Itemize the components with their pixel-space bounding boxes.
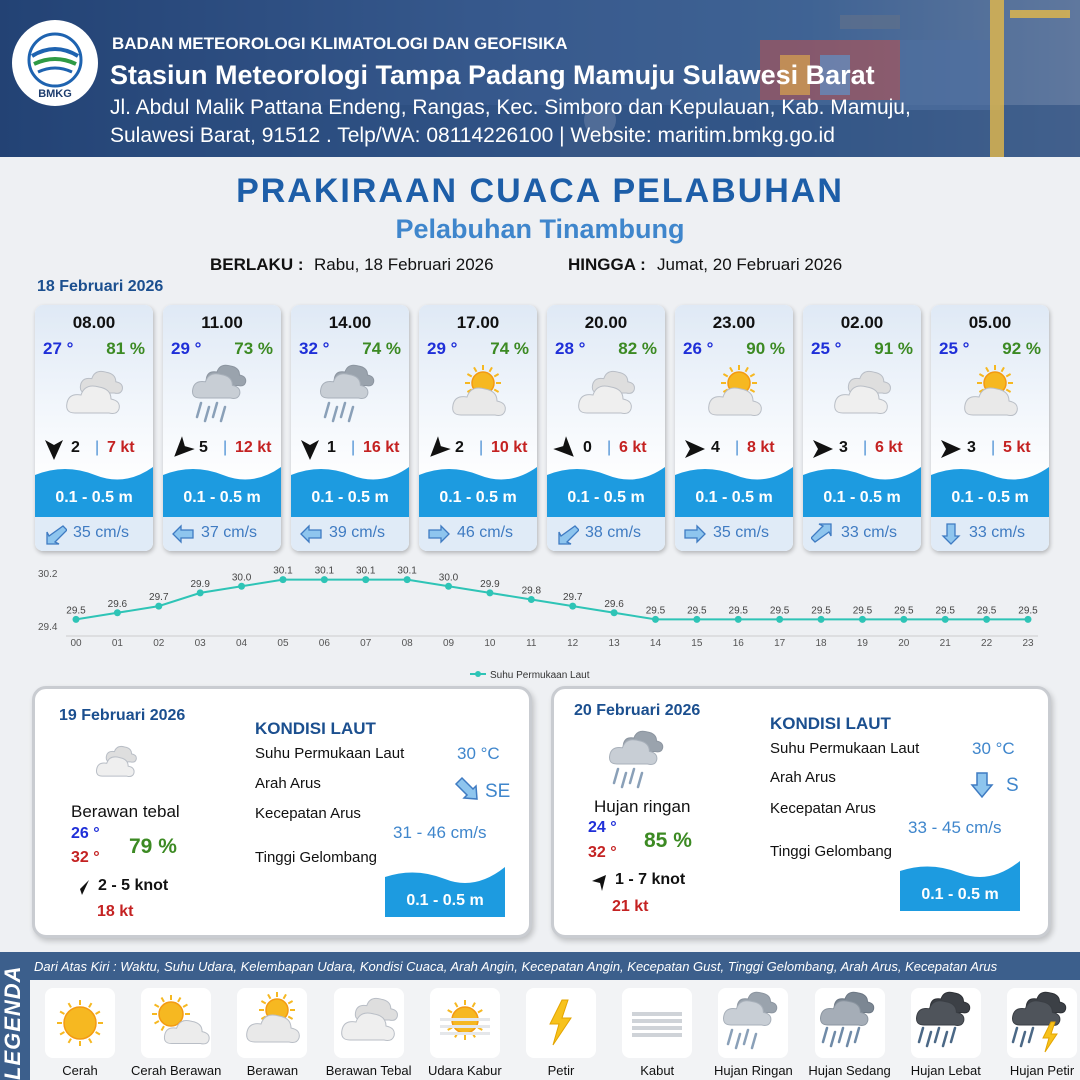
- berawan-icon: [443, 361, 513, 431]
- legend-title: LEGENDA: [0, 965, 25, 1080]
- forecast-time: 20.00: [584, 313, 628, 332]
- kabut-icon: [622, 988, 692, 1058]
- forecast-time: 02.00: [840, 313, 884, 332]
- wind-direction-icon: [937, 436, 963, 462]
- separator: |: [607, 439, 612, 456]
- day3-current-dir-label: Arah Arus: [770, 769, 836, 786]
- forecast-temperature: 32 °: [299, 339, 330, 358]
- hujan-ringan-icon: [187, 361, 257, 431]
- x-tick-label: 01: [111, 638, 123, 649]
- day2-wind-range: 2 - 5 knot: [98, 877, 169, 894]
- separator: |: [351, 439, 356, 456]
- day3-humidity: 85 %: [644, 829, 692, 852]
- address-line-1: Jl. Abdul Malik Pattana Endeng, Rangas, Kec. Simboro dan Kepulauan, Kab. Mamuju,: [110, 96, 911, 119]
- header-banner: [0, 0, 1080, 157]
- y-tick-label: 30.2: [38, 569, 58, 580]
- forecast-card: [547, 305, 665, 551]
- day3-gust: 21 kt: [612, 898, 649, 915]
- wave-height: 0.1 - 0.5 m: [951, 489, 1029, 506]
- separator: |: [223, 439, 228, 456]
- sst-data-point: [942, 616, 949, 623]
- wind-speed: 5: [199, 439, 208, 456]
- forecast-time: 05.00: [968, 313, 1012, 332]
- gust-speed: 12 kt: [235, 439, 272, 456]
- day2-sst-value: 30 °C: [457, 744, 500, 763]
- day2-humidity: 79 %: [129, 835, 177, 858]
- x-tick-label: 19: [856, 638, 868, 649]
- current-e-arrow-icon: [683, 522, 707, 546]
- forecast-time: 23.00: [712, 313, 756, 332]
- legend-hujan-lebat: [911, 988, 981, 1058]
- day3-current-speed-label: Kecepatan Arus: [770, 800, 876, 817]
- separator: |: [863, 439, 868, 456]
- day3-summary-box: [551, 686, 1051, 938]
- day3-wind-range: 1 - 7 knot: [615, 871, 686, 888]
- day2-wind-arrow-icon: [71, 876, 93, 898]
- bmkg-logo-text: BMKG: [38, 88, 72, 100]
- forecast-card: [803, 305, 921, 551]
- wind-direction-icon: [553, 436, 579, 462]
- sst-value-label: 29.5: [687, 605, 707, 617]
- day1-date: 18 Februari 2026: [37, 278, 164, 295]
- sst-data-point: [404, 576, 411, 583]
- current-sw-arrow-icon: [555, 522, 579, 546]
- day3-temp-min: 24 °: [588, 819, 617, 836]
- forecast-time: 08.00: [72, 313, 116, 332]
- legend-berawan-tebal: [334, 988, 404, 1058]
- forecast-card: [291, 305, 409, 551]
- sst-value-label: 29.5: [935, 605, 955, 617]
- legend-label: Berawan Tebal: [325, 1063, 412, 1078]
- valid-from-label: BERLAKU :: [210, 255, 304, 274]
- valid-from-value: Rabu, 18 Februari 2026: [314, 255, 494, 274]
- wave-height: 0.1 - 0.5 m: [567, 489, 645, 506]
- current-speed: 33 cm/s: [841, 524, 898, 541]
- day3-wave-label: Tinggi Gelombang: [770, 843, 893, 860]
- forecast-time: 17.00: [456, 313, 500, 332]
- wave-height: 0.1 - 0.5 m: [55, 489, 133, 506]
- current-speed: 33 cm/s: [969, 524, 1026, 541]
- current-e-arrow-icon: [427, 522, 451, 546]
- wind-direction-icon: [169, 436, 195, 462]
- forecast-humidity: 91 %: [874, 339, 913, 358]
- y-tick-label: 29.4: [38, 622, 58, 633]
- day2-sst-label: Suhu Permukaan Laut: [255, 745, 405, 762]
- forecast-temperature: 25 °: [939, 339, 970, 358]
- legend-label: Kabut: [640, 1063, 675, 1078]
- x-tick-label: 10: [484, 638, 496, 649]
- legend-berawan: [237, 988, 307, 1058]
- sst-data-point: [652, 616, 659, 623]
- forecast-card: [35, 305, 153, 551]
- wind-speed: 3: [967, 439, 976, 456]
- sst-value-label: 29.5: [852, 605, 873, 617]
- day3-sea-title: KONDISI LAUT: [770, 714, 891, 733]
- legend-cerah: [45, 988, 115, 1058]
- cerah-berawan-icon: [141, 988, 211, 1058]
- sst-data-point: [693, 616, 700, 623]
- legend-label: Petir: [547, 1063, 575, 1078]
- sst-value-label: 29.5: [811, 605, 831, 617]
- x-tick-label: 18: [815, 638, 827, 649]
- wind-speed: 1: [327, 439, 336, 456]
- sst-value-label: 30.0: [438, 572, 459, 584]
- legend-hujan-sedang: [815, 988, 885, 1058]
- x-tick-label: 15: [691, 638, 703, 649]
- x-tick-label: 02: [153, 638, 165, 649]
- hujan-sedang-icon: [815, 988, 885, 1058]
- sst-data-point: [155, 603, 162, 610]
- sst-value-label: 30.1: [356, 565, 376, 577]
- berawan-tebal-icon: [827, 361, 897, 431]
- legend-kabut: [622, 988, 692, 1058]
- sst-value-label: 29.5: [894, 605, 914, 617]
- sst-data-point: [818, 616, 825, 623]
- sst-value-label: 30.1: [314, 565, 335, 577]
- day2-current-speed-label: Kecepatan Arus: [255, 805, 361, 822]
- berawan-icon: [699, 361, 769, 431]
- sst-value-label: 30.1: [397, 565, 417, 577]
- forecast-temperature: 26 °: [683, 339, 714, 358]
- sst-value-label: 29.5: [769, 605, 790, 617]
- station-name: Stasiun Meteorologi Tampa Padang Mamuju Sulawesi Barat: [110, 60, 875, 90]
- wave-height: 0.1 - 0.5 m: [695, 489, 773, 506]
- hujan-petir-icon: [1007, 988, 1077, 1058]
- current-w-arrow-icon: [171, 522, 195, 546]
- legend-petir: [526, 988, 596, 1058]
- x-tick-label: 14: [649, 638, 662, 649]
- wave-height: 0.1 - 0.5 m: [823, 489, 901, 506]
- forecast-card: [675, 305, 793, 551]
- sst-value-label: 29.6: [604, 598, 624, 610]
- day3-temp-max: 32 °: [588, 844, 617, 861]
- legend-cerah-berawan: [141, 988, 211, 1058]
- legend-description: Dari Atas Kiri : Waktu, Suhu Udara, Kelembapan Udara, Kondisi Cuaca, Arah Angin, Kecepatan Angin, Kecepatan Gust, Tinggi Gelombang, Arah Arus, Kecepatan Arus: [34, 959, 998, 974]
- forecast-humidity: 90 %: [746, 339, 785, 358]
- hujan-ringan-icon: [718, 988, 788, 1058]
- valid-to-label: HINGGA :: [568, 255, 646, 274]
- berawan-tebal-icon: [571, 361, 641, 431]
- day2-temp-min: 26 °: [71, 825, 100, 842]
- wind-direction-icon: [681, 436, 707, 462]
- day3-wind-arrow-icon: [588, 871, 610, 893]
- x-tick-label: 22: [981, 638, 993, 649]
- wind-speed: 3: [839, 439, 848, 456]
- hujan-ringan-icon: [315, 361, 385, 431]
- legend-label: Suhu Permukaan Laut: [490, 670, 590, 681]
- x-tick-label: 06: [318, 638, 330, 649]
- gust-speed: 6 kt: [619, 439, 647, 456]
- current-ne-arrow-icon: [811, 522, 835, 546]
- forecast-time: 14.00: [328, 313, 372, 332]
- x-tick-label: 04: [236, 638, 248, 649]
- day2-gust: 18 kt: [97, 903, 134, 920]
- forecast-humidity: 73 %: [234, 339, 273, 358]
- berawan-tebal-icon: [334, 988, 404, 1058]
- forecast-temperature: 29 °: [427, 339, 458, 358]
- forecast-humidity: 81 %: [106, 339, 145, 358]
- address-line-2: Sulawesi Barat, 91512 . Telp/WA: 08114226100 | Website: maritim.bmkg.go.id: [110, 124, 835, 147]
- day2-wave-value: 0.1 - 0.5 m: [406, 892, 484, 909]
- current-se-arrow-icon: [453, 775, 483, 805]
- gust-speed: 6 kt: [875, 439, 903, 456]
- sst-value-label: 30.0: [231, 572, 252, 584]
- hujan-lebat-icon: [911, 988, 981, 1058]
- sst-value-label: 29.5: [1018, 605, 1038, 617]
- sst-value-label: 29.7: [562, 592, 583, 604]
- sst-value-label: 29.6: [107, 598, 128, 610]
- legend-label: Udara Kabur: [427, 1063, 502, 1078]
- forecast-humidity: 74 %: [490, 339, 529, 358]
- current-speed: 46 cm/s: [457, 524, 514, 541]
- port-name: Pelabuhan Tinambung: [395, 214, 685, 244]
- legend-label: Hujan Ringan: [714, 1063, 793, 1078]
- forecast-card: [163, 305, 281, 551]
- agency-name: BADAN METEOROLOGI KLIMATOLOGI DAN GEOFISIKA: [112, 34, 568, 53]
- udara-kabur-icon: [430, 988, 500, 1058]
- sst-series-line: [76, 580, 1028, 620]
- sst-data-point: [279, 576, 286, 583]
- legend-marker: [475, 671, 481, 677]
- sst-data-point: [569, 603, 576, 610]
- wind-direction-icon: [425, 436, 451, 462]
- separator: |: [991, 439, 996, 456]
- legend-label: Hujan Lebat: [910, 1063, 981, 1078]
- sst-value-label: 30.1: [273, 565, 293, 577]
- x-tick-label: 17: [774, 638, 786, 649]
- current-speed: 38 cm/s: [585, 524, 642, 541]
- gust-speed: 16 kt: [363, 439, 400, 456]
- sst-value-label: 29.5: [66, 605, 86, 617]
- sst-data-point: [859, 616, 866, 623]
- berawan-icon: [955, 361, 1025, 431]
- x-tick-label: 09: [442, 638, 455, 649]
- sst-data-point: [486, 589, 493, 596]
- forecast-humidity: 82 %: [618, 339, 657, 358]
- day2-summary-box: [32, 686, 532, 938]
- sst-value-label: 29.9: [480, 578, 500, 590]
- legend-udara-kabur: [430, 988, 500, 1058]
- day3-sst-value: 30 °C: [972, 739, 1015, 758]
- sst-line-chart: [30, 560, 1060, 685]
- forecast-card: [931, 305, 1049, 551]
- day2-weather-icon: [91, 739, 161, 789]
- day2-date: 19 Februari 2026: [59, 707, 186, 724]
- current-w-arrow-icon: [299, 522, 323, 546]
- sst-data-point: [321, 576, 328, 583]
- forecast-temperature: 27 °: [43, 339, 74, 358]
- berawan-tebal-icon: [59, 361, 129, 431]
- wind-speed: 2: [71, 439, 80, 456]
- sst-data-point: [73, 616, 80, 623]
- current-speed: 35 cm/s: [713, 524, 770, 541]
- sst-data-point: [445, 583, 452, 590]
- x-tick-label: 21: [939, 638, 951, 649]
- berawan-icon: [237, 988, 307, 1058]
- gust-speed: 8 kt: [747, 439, 775, 456]
- gust-speed: 5 kt: [1003, 439, 1031, 456]
- sst-data-point: [114, 609, 121, 616]
- wind-direction-icon: [809, 436, 835, 462]
- forecast-humidity: 74 %: [362, 339, 401, 358]
- sst-data-point: [983, 616, 990, 623]
- wave-height: 0.1 - 0.5 m: [311, 489, 389, 506]
- day3-wave-value: 0.1 - 0.5 m: [921, 886, 999, 903]
- sst-value-label: 29.8: [521, 585, 542, 597]
- gust-speed: 10 kt: [491, 439, 528, 456]
- page-title: PRAKIRAAN CUACA PELABUHAN: [236, 172, 844, 210]
- sst-data-point: [1025, 616, 1032, 623]
- legend-label: Hujan Petir: [1009, 1063, 1075, 1078]
- current-speed: 37 cm/s: [201, 524, 258, 541]
- legend-label: Cerah: [62, 1063, 98, 1078]
- x-tick-label: 11: [526, 638, 537, 649]
- legend-label: Hujan Sedang: [808, 1063, 891, 1078]
- day3-current-speed-value: 33 - 45 cm/s: [908, 818, 1002, 837]
- x-tick-label: 16: [732, 638, 744, 649]
- wind-speed: 4: [711, 439, 720, 456]
- sst-value-label: 29.5: [976, 605, 997, 617]
- current-speed: 39 cm/s: [329, 524, 386, 541]
- sst-value-label: 29.5: [645, 605, 666, 617]
- x-tick-label: 08: [401, 638, 413, 649]
- sst-data-point: [197, 589, 204, 596]
- forecast-temperature: 29 °: [171, 339, 202, 358]
- wave-height: 0.1 - 0.5 m: [439, 489, 517, 506]
- legend-label: Cerah Berawan: [131, 1063, 222, 1078]
- petir-icon: [526, 988, 596, 1058]
- sst-data-point: [611, 609, 618, 616]
- day2-wave-label: Tinggi Gelombang: [255, 849, 378, 866]
- day2-condition: Berawan tebal: [71, 802, 180, 821]
- x-tick-label: 23: [1022, 638, 1034, 649]
- wind-speed: 0: [583, 439, 592, 456]
- x-tick-label: 05: [277, 638, 289, 649]
- x-tick-label: 00: [70, 638, 82, 649]
- current-sw-arrow-icon: [43, 522, 67, 546]
- separator: |: [95, 439, 100, 456]
- sst-data-point: [735, 616, 742, 623]
- day3-sst-label: Suhu Permukaan Laut: [770, 740, 920, 757]
- wind-direction-icon: [297, 436, 323, 462]
- wind-direction-icon: [41, 436, 67, 462]
- day3-condition: Hujan ringan: [594, 797, 691, 816]
- sst-data-point: [238, 583, 245, 590]
- forecast-temperature: 25 °: [811, 339, 842, 358]
- x-tick-label: 13: [608, 638, 620, 649]
- day2-sea-title: KONDISI LAUT: [255, 719, 376, 738]
- day3-weather-icon: [604, 727, 674, 797]
- day2-current-dir-label: Arah Arus: [255, 775, 321, 792]
- sst-data-point: [776, 616, 783, 623]
- sst-data-point: [900, 616, 907, 623]
- x-tick-label: 20: [898, 638, 910, 649]
- x-tick-label: 07: [360, 638, 372, 649]
- legend-hujan-ringan: [718, 988, 788, 1058]
- cerah-icon: [45, 988, 115, 1058]
- day3-date: 20 Februari 2026: [574, 702, 701, 719]
- forecast-humidity: 92 %: [1002, 339, 1041, 358]
- forecast-time: 11.00: [201, 313, 243, 332]
- forecast-temperature: 28 °: [555, 339, 586, 358]
- wind-speed: 2: [455, 439, 464, 456]
- x-tick-label: 03: [194, 638, 206, 649]
- day2-temp-max: 32 °: [71, 849, 100, 866]
- current-s-arrow-icon: [970, 771, 994, 799]
- day2-current-speed-value: 31 - 46 cm/s: [393, 823, 487, 842]
- current-s-arrow-icon: [939, 522, 963, 546]
- sst-value-label: 29.7: [149, 592, 169, 604]
- sst-data-point: [528, 596, 535, 603]
- separator: |: [479, 439, 484, 456]
- current-speed: 35 cm/s: [73, 524, 130, 541]
- separator: |: [735, 439, 740, 456]
- valid-to-value: Jumat, 20 Februari 2026: [657, 255, 843, 274]
- x-tick-label: 12: [567, 638, 579, 649]
- bmkg-logo: [12, 20, 98, 106]
- sst-value-label: 29.9: [190, 578, 210, 590]
- legend-hujan-petir: [1007, 988, 1077, 1058]
- day3-current-dir-value: S: [1006, 775, 1019, 796]
- wave-height: 0.1 - 0.5 m: [183, 489, 261, 506]
- day2-current-dir-value: SE: [485, 781, 511, 802]
- sst-data-point: [362, 576, 369, 583]
- sst-value-label: 29.5: [728, 605, 748, 617]
- gust-speed: 7 kt: [107, 439, 135, 456]
- forecast-card: [419, 305, 537, 551]
- legend-label: Berawan: [246, 1063, 299, 1078]
